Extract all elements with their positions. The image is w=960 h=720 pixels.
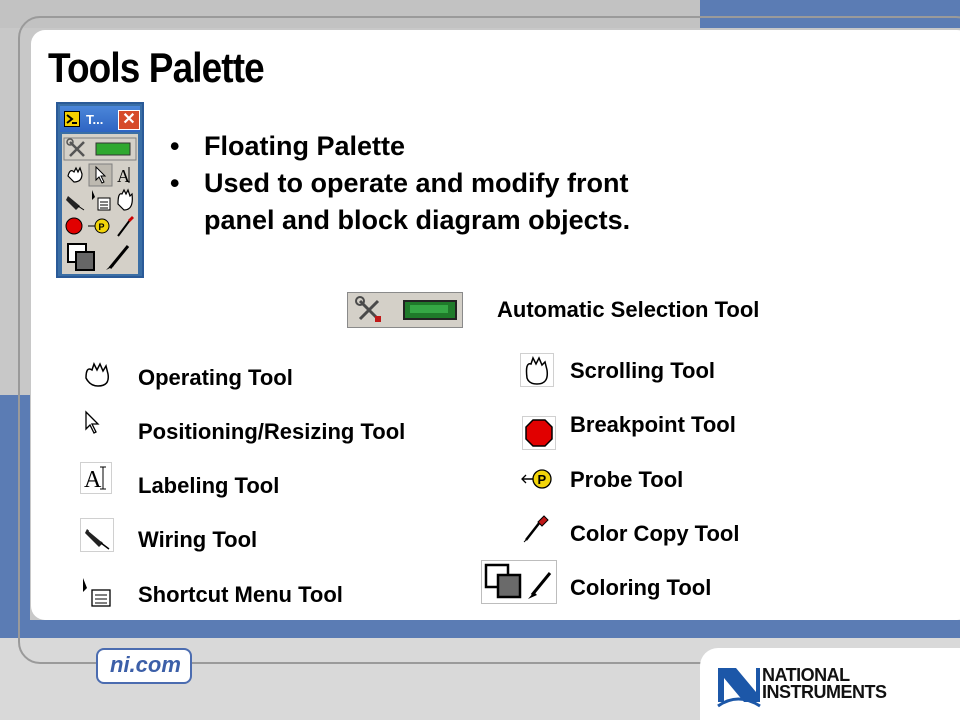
svg-text:A: A — [84, 467, 102, 493]
tool-label-probe: Probe Tool — [570, 467, 684, 492]
scroll-hand-icon[interactable] — [118, 190, 132, 210]
close-button[interactable]: ✕ — [118, 110, 140, 130]
page-title: Tools Palette — [48, 44, 264, 91]
site-logo[interactable]: ni.com — [110, 652, 181, 677]
text-a-icon — [80, 462, 112, 494]
auto-selection-button[interactable] — [347, 292, 463, 328]
scroll-hand-icon — [520, 353, 554, 387]
palette-tool-grid — [62, 134, 138, 274]
tool-label-operating: Operating Tool — [138, 365, 293, 390]
ni-eagle-logo-icon — [716, 662, 762, 713]
operating-hand-icon[interactable] — [68, 168, 82, 182]
probe-icon — [520, 464, 556, 499]
dropper-icon[interactable] — [118, 216, 134, 236]
tools-palette-window[interactable] — [56, 102, 144, 278]
dropper-icon — [520, 512, 550, 549]
tool-label-wiring: Wiring Tool — [138, 527, 258, 552]
probe-icon[interactable] — [88, 219, 109, 233]
tool-label-positioning: Positioning/Resizing Tool — [138, 419, 406, 444]
color-boxes-icon[interactable] — [68, 244, 94, 270]
brush-icon[interactable] — [106, 246, 128, 270]
coloring-tool-icon — [481, 560, 557, 604]
shortcut-menu-icon — [80, 576, 114, 613]
labview-app-icon — [64, 111, 80, 127]
svg-text:P: P — [537, 472, 547, 487]
brush-icon — [482, 561, 556, 603]
tool-label-scrolling: Scrolling Tool — [570, 358, 716, 383]
tool-label-coloring: Coloring Tool — [570, 575, 712, 600]
bullet-item: • Used to operate and modify front panel and block diagram objects. — [170, 168, 631, 235]
palette-titlebar[interactable] — [60, 106, 140, 132]
svg-text:A: A — [117, 166, 130, 186]
stop-sign-icon[interactable] — [66, 218, 82, 234]
palette-title: T... — [86, 112, 104, 127]
auto-selection-label: Automatic Selection Tool — [497, 297, 760, 322]
tool-label-shortcut: Shortcut Menu Tool — [138, 582, 343, 607]
brand-logo: NATIONAL INSTRUMENTS — [762, 665, 887, 702]
palette-body — [62, 134, 138, 274]
tool-label-color-copy: Color Copy Tool — [570, 521, 740, 546]
wire-spool-icon — [80, 518, 114, 552]
auto-selection-graphic — [348, 293, 464, 327]
tool-label-labeling: Labeling Tool — [138, 473, 280, 498]
arrow-pointer-icon — [82, 410, 102, 441]
stop-sign-icon — [522, 416, 556, 450]
shortcut-menu-icon[interactable] — [92, 190, 110, 210]
svg-text:P: P — [98, 222, 105, 232]
bullet-list — [170, 128, 690, 239]
auto-select-toggle-icon[interactable] — [96, 143, 130, 155]
text-a-icon[interactable] — [117, 166, 130, 186]
wire-spool-icon[interactable] — [66, 196, 84, 210]
wrench-screwdriver-icon — [356, 297, 381, 322]
operating-hand-icon — [82, 358, 116, 395]
tool-label-breakpoint: Breakpoint Tool — [570, 412, 736, 437]
bullet-item: • Floating Palette — [170, 131, 406, 161]
